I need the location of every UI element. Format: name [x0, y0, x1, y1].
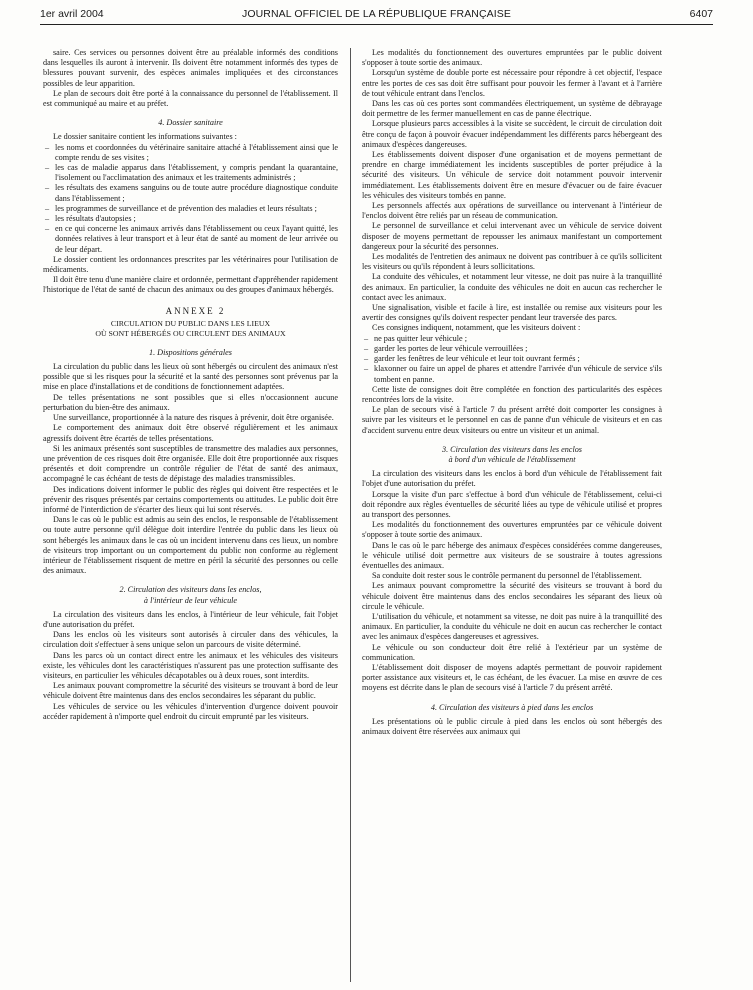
- header-title: JOURNAL OFFICIEL DE LA RÉPUBLIQUE FRANÇAISE: [242, 8, 511, 20]
- annex-title: ANNEXE 2: [165, 305, 226, 316]
- annex-subtitle: [43, 319, 338, 339]
- dossier-list: [43, 143, 338, 255]
- paragraph: La circulation du public dans les lieux où sont hébergés ou circulent des animaux n'est possible que si les risques pour la sécurité et la santé des personnes sont prévenus par la mise en place d'installations et de conditions de fonctionnement adaptées.: [43, 362, 338, 392]
- paragraph: Le comportement des animaux doit être observé régulièrement et les animaux agressifs doivent être écartés de telles présentations.: [43, 423, 338, 443]
- list-item: – les résultats des examens sanguins ou de toute autre procédure diagnostique conduite dans l'établissement ;: [43, 183, 338, 203]
- paragraph: L'utilisation du véhicule, et notamment sa vitesse, ne doit pas nuire à la tranquillité des animaux. En particulier, la conduite du véhicule ne doit en aucun cas rechercher le contact avec les animaux d'espèces dangereuses et agressives.: [362, 611, 662, 642]
- paragraph: Une signalisation, visible et facile à lire, est installée ou remise aux visiteurs pour les avertir des consignes qu'ils doivent respecter pendant leur traversée des parcs.: [362, 303, 662, 323]
- paragraph: Sa conduite doit rester sous le contrôle permanent du personnel de l'établissement.: [372, 571, 642, 581]
- paragraph: Le dossier sanitaire contient les informations suivantes :: [53, 132, 237, 142]
- paragraph: Lorsque la visite d'un parc s'effectue à bord d'un véhicule de l'établissement, celui-ci doit répondre aux règles éventuelles de sécurité liées au type de véhicule utilisé et propres au transport des personnes.: [362, 489, 662, 519]
- annex-subtitle-line: CIRCULATION DU PUBLIC DANS LES LIEUX: [110, 318, 271, 328]
- list-item: – garder les fenêtres de leur véhicule et leur toit ouvrant fermés ;: [362, 354, 662, 364]
- section-heading-line: à bord d'un véhicule de l'établissement: [448, 454, 576, 464]
- section-heading: [43, 585, 338, 605]
- paragraph: Le plan de secours visé à l'article 7 du présent arrêté doit comporter les consignes à suivre par les visiteurs et le personnel en cas de panne d'un véhicule de visiteurs et en cas d'accident survenu entre deux visiteurs ou entre un visiteur et un animal.: [362, 405, 662, 435]
- paragraph: Le véhicule ou son conducteur doit être relié à l'extérieur par un système de communication.: [362, 642, 662, 662]
- paragraph: Les animaux pouvant compromettre la sécurité des visiteurs se trouvant à bord de leur véhicule doivent être maintenus dans des enclos secondaires les séparant du public.: [43, 681, 338, 701]
- list-item: – les programmes de surveillance et de prévention des maladies et leurs résultats ;: [43, 204, 338, 214]
- list-item: – klaxonner ou faire un appel de phares et attendre l'arrivée d'un véhicule de service s'ils tombent en panne.: [362, 364, 662, 384]
- paragraph: Les modalités du fonctionnement des ouvertures empruntées par ce véhicule doivent s'opposer à toute sortie des animaux.: [362, 520, 662, 540]
- paragraph: Une surveillance, proportionnée à la nature des risques à prévenir, doit être organisée.: [53, 413, 334, 423]
- paragraph: Lorsque plusieurs parcs accessibles à la visite se succèdent, le circuit de circulation doit être conçu de façon à pouvoir évacuer indépendamment les différents parcs hébergeant des animaux d'espèces dangereuses.: [362, 119, 662, 149]
- paragraph: Les personnels affectés aux opérations de surveillance ou intervenant à l'intérieur de l'enclos doivent être reliés par un réseau de communication.: [362, 201, 662, 221]
- paragraph: Les modalités de l'entretien des animaux ne doivent pas contribuer à ce qu'ils sollicitent les visiteurs ou qu'ils répondent à leurs sollicitations.: [362, 252, 662, 272]
- paragraph: La circulation des visiteurs dans les enclos à bord d'un véhicule de l'établissement fait l'objet d'une autorisation du préfet.: [362, 469, 662, 489]
- paragraph: saire. Ces services ou personnes doivent être au préalable informés des conditions dans lesquelles ils auront à intervenir. Ils doivent être notamment informés des types de blessures pouvant survenir, des espèces animales impliquées et des circonstances possibles de leur apparition.: [43, 48, 338, 88]
- list-item: – garder les portes de leur véhicule verrouillées ;: [362, 344, 662, 354]
- paragraph: Il doit être tenu d'une manière claire et ordonnée, permettant d'appréhender rapidement l'historique de l'état de santé de chacun des animaux ou des groupes d'animaux hébergés.: [43, 275, 338, 295]
- list-item: – ne pas quitter leur véhicule ;: [362, 334, 662, 344]
- left-column: [43, 48, 338, 982]
- paragraph: Cette liste de consignes doit être complétée en fonction des particularités des espèces rencontrées lors de la visite.: [362, 384, 662, 404]
- paragraph: Le personnel de surveillance et celui intervenant avec un véhicule de service doivent disposer de moyens permettant de repousser les animaux manifestant un comportement dangereux pour la sécurité des personnes.: [362, 221, 662, 251]
- annex-subtitle-line: OÙ SONT HÉBERGÉS OU CIRCULENT DES ANIMAUX: [95, 328, 286, 338]
- section-heading-line: 3. Circulation des visiteurs dans les enclos: [441, 444, 582, 454]
- paragraph: La conduite des véhicules, et notamment leur vitesse, ne doit pas nuire à la tranquillité des animaux. En particulier, la conduite des véhicules ne doit en aucun cas rechercher le contact avec les animaux.: [362, 272, 662, 302]
- section-heading-line: à l'intérieur de leur véhicule: [143, 595, 238, 605]
- consignes-list: [362, 334, 662, 385]
- paragraph: L'établissement doit disposer de moyens adaptés permettant de pouvoir rapidement porter assistance aux visiteurs et, le cas échéant, de les évacuer. La mise en œuvre de ces moyens est décrite dans le plan de secours visé à l'article 7 du présent arrêté.: [362, 662, 662, 693]
- paragraph: Dans le cas où le parc héberge des animaux d'espèces considérées comme dangereuses, le véhicule utilisé doit permettre aux visiteurs de se soustraire à toutes agressions éventuelles des animaux.: [362, 540, 662, 570]
- list-item: – en ce qui concerne les animaux arrivés dans l'établissement ou ceux l'ayant quitté, les données relatives à leur transport et à leur état de santé au moment de leur arrivée ou de leur départ.: [43, 224, 338, 255]
- list-item: – les noms et coordonnées du vétérinaire sanitaire attaché à l'établissement ainsi que le compte rendu de ses visites ;: [43, 143, 338, 163]
- paragraph: Le dossier contient les ordonnances prescrites par les vétérinaires pour l'utilisation de médicaments.: [43, 254, 338, 275]
- header-page-number: 6407: [689, 8, 713, 20]
- list-item: – les cas de maladie apparus dans l'établissement, y compris pendant la quarantaine, l'isolement ou l'acclimatation des animaux et les traitements administrés ;: [43, 163, 338, 183]
- paragraph: Si les animaux présentés sont susceptibles de transmettre des maladies aux personnes, une prévention de ces risques doit être organisée. Elle doit être proportionnée aux risques présentés et doit comprendre un contrôle régulier de l'état de santé des animaux, accompagné le cas échéant de tests de dépistage des maladies transmissibles.: [43, 443, 338, 484]
- paragraph: La circulation des visiteurs dans les enclos, à l'intérieur de leur véhicule, fait l'objet d'une autorisation du préfet.: [43, 609, 338, 629]
- list-item: – les résultats d'autopsies ;: [43, 214, 338, 224]
- page-header: [40, 6, 713, 25]
- paragraph: Les modalités du fonctionnement des ouvertures empruntées par le public doivent s'opposer à toute sortie des animaux.: [362, 48, 662, 68]
- paragraph: Les animaux pouvant compromettre la sécurité des visiteurs se trouvant à bord du véhicule doivent être maintenus dans des enclos secondaires les séparant des lieux où circule le véhicule.: [362, 581, 662, 611]
- paragraph: Les véhicules de service ou les véhicules d'intervention d'urgence doivent pouvoir accéder rapidement à n'importe quel endroit du circuit emprunté par les visiteurs.: [43, 701, 338, 721]
- paragraph: Dans le cas où le public est admis au sein des enclos, le responsable de l'établissement ou toute autre personne qu'il délègue doit interdire l'entrée du public dans les lieux où sont hébergés les animaux dans le cas où un incident intervenu dans ces lieux, un nombre de visiteurs trop important ou un comportement du public non conforme au règlement intérieur de l'établissement risquent de mettre en péril la sécurité des personnes ou celle des animaux.: [43, 515, 338, 576]
- paragraph: Dans les parcs où un contact direct entre les animaux et les véhicules des visiteurs existe, les véhicules dont les caractéristiques n'assurent pas une protection suffisante des visiteurs, en particulier les véhicules décapotables ou à deux roues, sont interdits.: [43, 650, 338, 680]
- paragraph: Dans les cas où ces portes sont commandées électriquement, un système de débrayage doit permettre de les fermer manuellement en cas de panne électrique.: [362, 99, 662, 119]
- section-heading: [362, 445, 662, 465]
- paragraph: Les établissements doivent disposer d'une organisation et de moyens permettant de prendre en charge immédiatement les incidents susceptibles de porter préjudice à la sécurité des visiteurs. Un véhicule de service doit notamment pouvoir intervenir immédiatement. Les établissements doivent être en mesure d'évacuer ou de faire évacuer les véhicules des visiteurs tombés en panne.: [362, 150, 662, 200]
- paragraph: Les présentations où le public circule à pied dans les enclos où sont hébergés des animaux doivent être réservées aux animaux qui: [362, 716, 662, 736]
- paragraph: Dans les enclos où les visiteurs sont autorisés à circuler dans des véhicules, la circulation doit s'effectuer à sens unique selon un parcours de visite déterminé.: [43, 630, 338, 650]
- paragraph: Des indications doivent informer le public des règles qui doivent être respectées et le prévenir des risques présentés par certains comportements ou attitudes. Le public doit être informé de l'interdiction de s'écarter des lieux qui lui sont réservés.: [43, 484, 338, 514]
- paragraph: Le plan de secours doit être porté à la connaissance du personnel de l'établissement. Il est communiqué au maire et au préfet.: [43, 88, 338, 109]
- paragraph: Lorsqu'un système de double porte est nécessaire pour répondre à cet objectif, l'espace entre les portes de ces sas doit être suffisant pour pouvoir les fermer à l'avant et à l'arrière de tout véhicule entrant dans l'enclos.: [362, 68, 662, 98]
- section-heading: 1. Dispositions générales: [148, 347, 232, 357]
- header-date: 1er avril 2004: [40, 8, 104, 20]
- paragraph: Ces consignes indiquent, notamment, que les visiteurs doivent :: [372, 323, 581, 333]
- column-divider: [350, 48, 351, 982]
- section-heading-line: 2. Circulation des visiteurs dans les enclos,: [119, 585, 262, 595]
- section-heading: 4. Circulation des visiteurs à pied dans les enclos: [430, 702, 594, 712]
- paragraph: De telles présentations ne sont possibles que si elles n'occasionnent aucune perturbation du bien-être des animaux.: [43, 392, 338, 412]
- right-column: [362, 48, 662, 982]
- section-heading: 4. Dossier sanitaire: [158, 118, 223, 128]
